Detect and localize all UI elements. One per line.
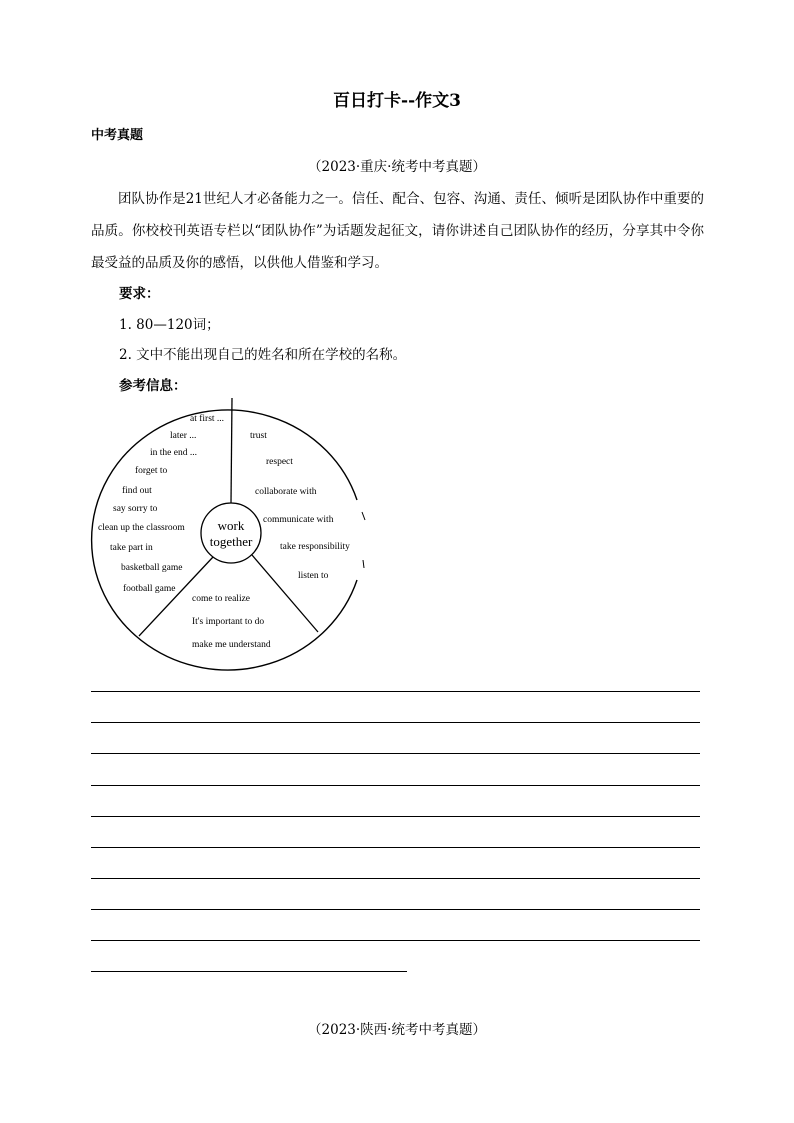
page-title: 百日打卡--作文3 (333, 91, 461, 111)
divider-top (231, 398, 232, 503)
question1-prompt: 团队协作是21世纪人才必备能力之一。信任、配合、包容、沟通、责任、倾听是团队协作中重要的品质。你校校刊英语专栏以“团队协作”为话题发起征文，请你讲述自己团队协作的经历，分享其中令你最受益的品质及你的感悟，以供他人借鉴和学习。 (91, 191, 704, 271)
bottom-phrase: It's important to do (192, 617, 265, 627)
wheel-hub (201, 503, 261, 563)
writing-line (91, 753, 700, 754)
left-phrase: take part in (110, 543, 153, 553)
requirement-2: 2. 文中不能出现自己的姓名和所在学校的名称。 (119, 347, 407, 363)
reference-label: 参考信息： (119, 378, 187, 394)
left-phrase: basketball game (121, 563, 183, 573)
right-phrase: communicate with (263, 515, 334, 525)
requirements-label: 要求： (119, 286, 160, 302)
left-phrase: say sorry to (113, 504, 158, 514)
bottom-phrase: come to realize (192, 594, 251, 604)
writing-line (91, 940, 700, 941)
right-phrase: listen to (298, 571, 329, 581)
hub-label-line2: together (209, 534, 253, 549)
question2-source: （2023·陕西·统考中考真题） (308, 1022, 486, 1038)
left-phrase: find out (122, 486, 152, 496)
left-phrase: clean up the classroom (98, 523, 185, 533)
writing-line (91, 691, 700, 692)
writing-line (91, 785, 700, 786)
right-phrase: respect (266, 457, 293, 467)
question1-source: （2023·重庆·统考中考真题） (308, 159, 486, 175)
writing-line (91, 909, 700, 910)
left-phrase: later ... (170, 431, 197, 441)
requirement-1: 1. 80—120词； (119, 317, 220, 333)
section-label: 中考真题 (91, 128, 144, 143)
hub-label-line1: work (217, 518, 245, 533)
right-phrase: trust (250, 431, 267, 441)
wheel-edge-marks (362, 512, 365, 568)
writing-line (91, 722, 700, 723)
left-phrase: at first ... (190, 414, 225, 424)
right-phrase: take responsibility (280, 542, 350, 552)
writing-line (91, 816, 700, 817)
bottom-phrase: make me understand (192, 640, 271, 650)
left-phrase: forget to (135, 466, 168, 476)
writing-line-last (91, 971, 407, 972)
left-phrase: football game (123, 584, 176, 594)
writing-line (91, 847, 700, 848)
right-phrase: collaborate with (255, 487, 317, 497)
writing-line (91, 878, 700, 879)
left-phrase: in the end ... (150, 448, 197, 458)
